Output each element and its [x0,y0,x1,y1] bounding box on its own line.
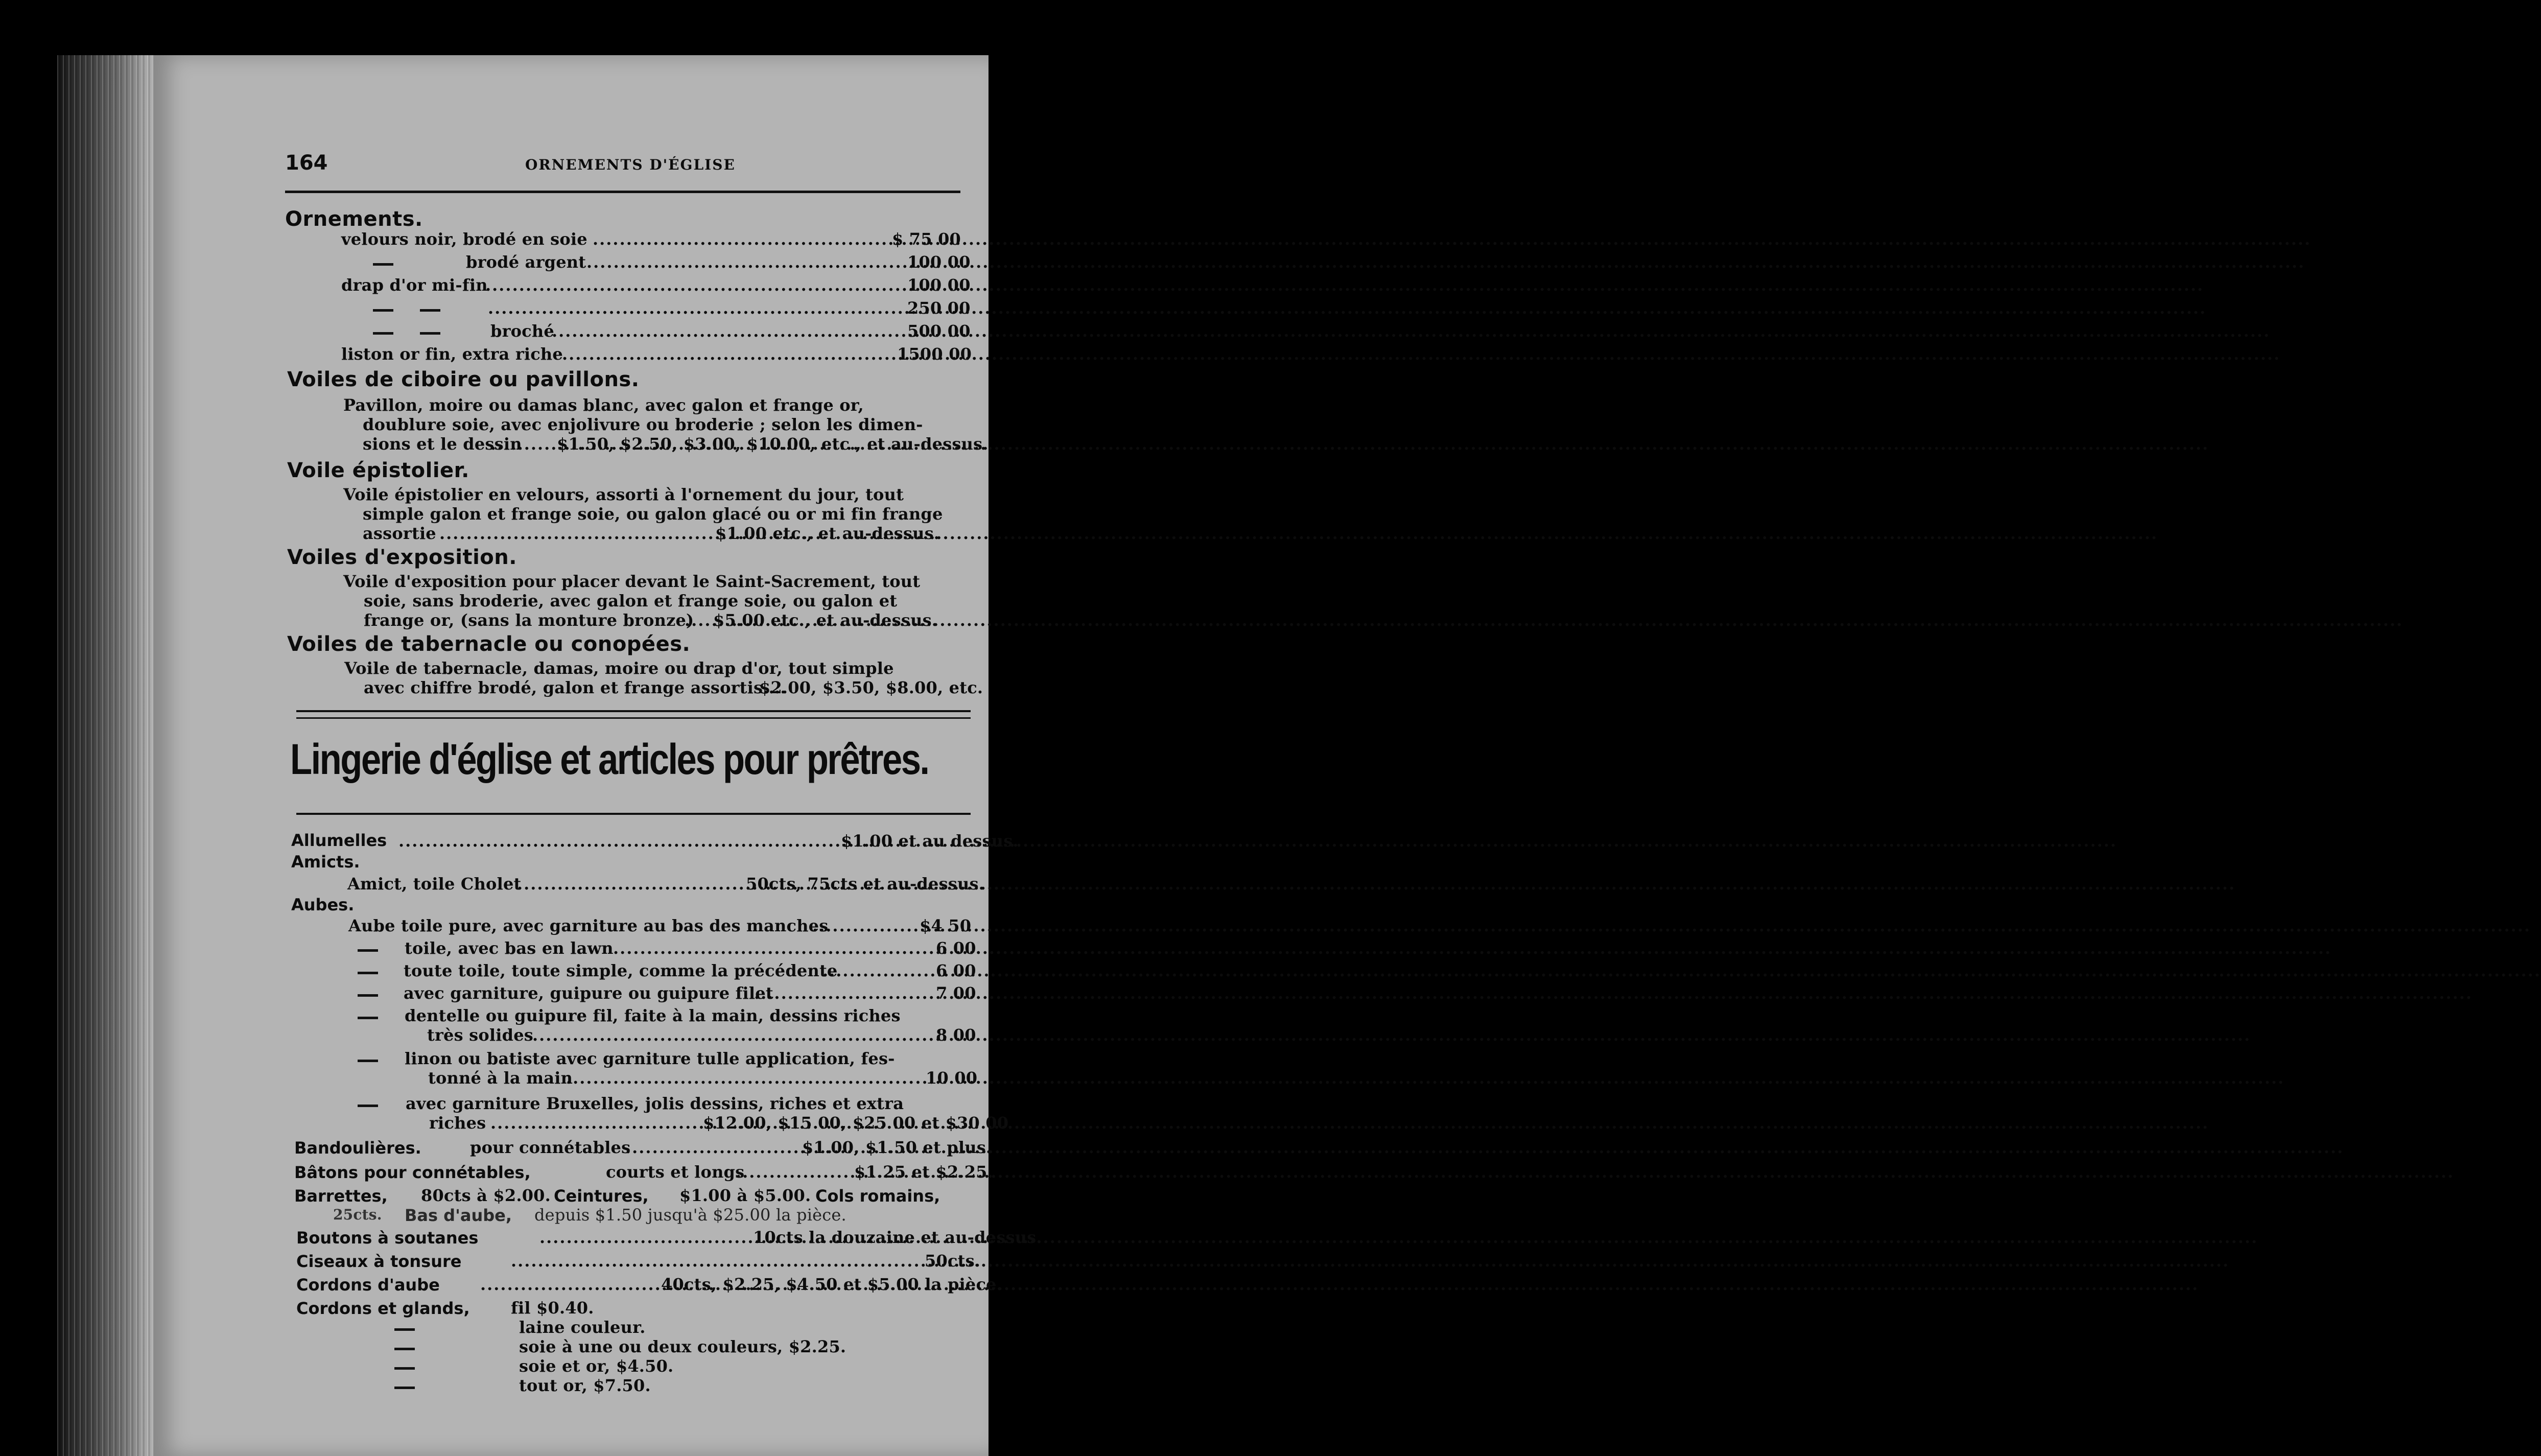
item-label: broché [490,321,554,341]
paragraph-line: sions et le dessin [363,434,522,454]
section-heading-voiles-exposition: Voiles d'exposition. [287,546,517,569]
ditto-dash [358,994,378,997]
heading-amicts: Amicts. [291,852,360,872]
leader-dots [480,1274,659,1295]
title-rule [296,813,971,815]
item-price: 10 00 [926,1068,978,1088]
ditto-dash [394,1367,415,1370]
heading-ceintures: Ceintures, [554,1186,649,1206]
paragraph-line: avec chiffre brodé, galon et frange assortis.... [364,678,786,697]
leader-dots [539,1227,749,1248]
heading-barrettes: Barrettes, [294,1186,388,1206]
heading-ciseaux: Ciseaux à tonsure [296,1252,462,1271]
leader-dots [517,874,742,894]
big-title: Lingerie d'église et articles pour prêtres. [290,735,929,783]
heading-boutons: Boutons à soutanes [296,1228,479,1248]
aube-item: avec garniture Bruxelles, jolis dessins, riches et extra [406,1094,904,1113]
leader-dots [625,1137,799,1158]
header-rule [285,191,960,193]
aube-item-cont: très solides [427,1025,533,1045]
item-label: fil $0.40. [511,1298,594,1318]
leader-dots [812,915,889,936]
leader-dots [685,610,710,630]
leader-dots [552,321,894,341]
list-item: soie à une ou deux couleurs, $2.25. [519,1337,846,1356]
heading-allumelles: Allumelles [291,831,387,850]
price-text: 50cts, 75cts et au-dessus. [746,874,984,894]
section-heading-voiles-ciboire: Voiles de ciboire ou pavillons. [287,368,640,391]
leader-dots [511,1251,899,1271]
leader-dots [593,229,884,249]
price-text: $1.50, $2.50, $3.00, $10.00, etc., et au-dessus. [557,434,989,454]
leader-dots [490,1113,700,1133]
leader-dots [562,344,894,364]
paragraph-line: assortie [363,524,436,543]
heading-aubes: Aubes. [291,895,355,914]
leader-dots [586,252,893,272]
ditto-dash [394,1328,415,1331]
paragraph-line: Voile épistolier en velours, assorti à l'ornement du jour, tout [343,485,904,504]
ditto-dash [420,309,440,312]
item-price: 8 00 [936,1025,976,1045]
book-binding-edge [57,55,159,1456]
aube-item-cont: riches [429,1113,486,1133]
ditto-dash [420,332,440,335]
item-price: 250 00 [907,298,971,318]
section-heading-voile-epistolier: Voile épistolier. [287,459,469,482]
aube-item: dentelle ou guipure fil, faite à la main, dessins riches [405,1006,901,1025]
aube-item: Aube toile pure, avec garniture au bas des manches [348,916,829,935]
section-divider [296,717,971,719]
leader-dots [439,523,710,544]
item-label: $1.00 à $5.00. [679,1186,811,1205]
book-page [153,55,1042,1456]
item-label: Amict, toile Cholet [347,874,522,894]
ditto-dash [358,1017,378,1019]
heading-bandoulieres: Bandoulières. [294,1138,421,1158]
list-item: laine couleur. [519,1318,646,1337]
ditto-dash [373,263,393,266]
list-item: soie et or, $4.50. [519,1356,674,1376]
paragraph-line: soie, sans broderie, avec galon et frange soie, ou galon et [364,591,898,610]
item-price: 100 00 [907,275,971,295]
leader-dots [488,298,894,318]
section-heading-voiles-tabernacle: Voiles de tabernacle ou conopées. [287,632,691,656]
leader-dots [736,1162,851,1182]
item-price: 500 00 [907,321,971,341]
ditto-dash [394,1348,415,1350]
heading-cordons-aube: Cordons d'aube [296,1275,440,1295]
ditto-dash [373,309,393,312]
paragraph-line: simple galon et frange soie, ou galon glacé ou or mi fin frange [363,504,943,524]
item-label: courts et longs [606,1162,745,1182]
page-number: 164 [285,151,328,175]
price-text: 40cts, $2.25, $4.50 et $5.00 la pièce. [661,1275,1003,1294]
aube-item-cont: tonné à la main [428,1068,573,1088]
price-text: 50cts. [925,1251,981,1271]
price-text: $1.00, $1.50 et plus. [802,1138,992,1157]
item-price: $ 75 00 [892,229,961,249]
price-text: $5.00 etc., et au-dessus. [713,610,938,630]
item-label: pour connétables [470,1138,631,1157]
price-text: $1.00 et au dessus. [841,831,1019,851]
list-item: tout or, $7.50. [519,1376,651,1395]
heading-bas-aube: Bas d'aube, [405,1206,512,1225]
paragraph-line: doublure soie, avec enjolivure ou broderie ; selon les dimen- [363,415,923,434]
aube-item: toute toile, toute simple, comme la précédente [404,961,838,980]
item-price: $4 50 [920,916,972,935]
ditto-dash [358,972,378,974]
leader-dots [613,938,894,958]
running-title: ORNEMENTS D'ÉGLISE [525,156,736,173]
paragraph-line: Voile d'exposition pour placer devant le Saint-Sacrement, tout [343,572,921,591]
paragraph-line: Pavillon, moire ou damas blanc, avec galon et frange or, [343,395,864,415]
item-price: 100 00 [907,252,971,272]
item-label: 80cts à $2.00. [421,1186,551,1205]
item-price: 1500 00 [897,344,972,364]
paragraph-line: frange or, (sans la monture bronze) [364,610,694,630]
paragraph-line: Voile de tabernacle, damas, moire ou drap d'or, tout simple [344,659,894,678]
aube-item: avec garniture, guipure ou guipure filet [404,983,773,1003]
section-heading-ornements: Ornements. [285,207,423,231]
aube-item: toile, avec bas en lawn [405,938,614,958]
price-text: 25cts. [333,1206,382,1223]
item-price: 6 00 [936,961,976,980]
leader-dots [754,983,894,1003]
leader-dots [398,831,838,851]
item-price: 7 00 [936,983,976,1003]
price-text: $1.00 etc., et au-dessus. [715,524,940,543]
leader-dots [490,434,552,454]
item-label: brodé argent [466,252,586,272]
heading-cols-romains: Cols romains, [815,1186,940,1206]
item-price: $12.00, $15 00, $25 00 et $30 00 [703,1113,1009,1133]
item-label: depuis $1.50 jusqu'à $25.00 la pièce. [534,1205,846,1225]
ditto-dash [394,1387,415,1389]
ditto-dash [358,1060,378,1062]
aube-item: linon ou batiste avec garniture tulle application, fes- [405,1049,895,1068]
heading-cordons-glands: Cordons et glands, [296,1299,470,1318]
leader-dots [822,960,894,981]
ditto-dash [358,949,378,952]
heading-batons: Bâtons pour connétables, [294,1163,531,1182]
section-divider [296,710,971,712]
item-label: velours noir, brodé en soie [341,229,587,249]
item-price: 6 00 [936,938,976,958]
ditto-dash [358,1105,378,1107]
price-text: 10cts la douzaine et au-dessus. [753,1228,1042,1247]
item-label: drap d'or mi-fin [341,275,488,295]
item-label: liston or fin, extra riche [341,344,563,364]
leader-dots [485,275,894,295]
leader-dots [532,1025,893,1045]
price-text: $1.25 et $2.25. [854,1162,993,1182]
leader-dots [566,1068,893,1088]
price-text: $2.00, $3.50, $8.00, etc. [759,678,983,697]
ditto-dash [373,332,393,335]
